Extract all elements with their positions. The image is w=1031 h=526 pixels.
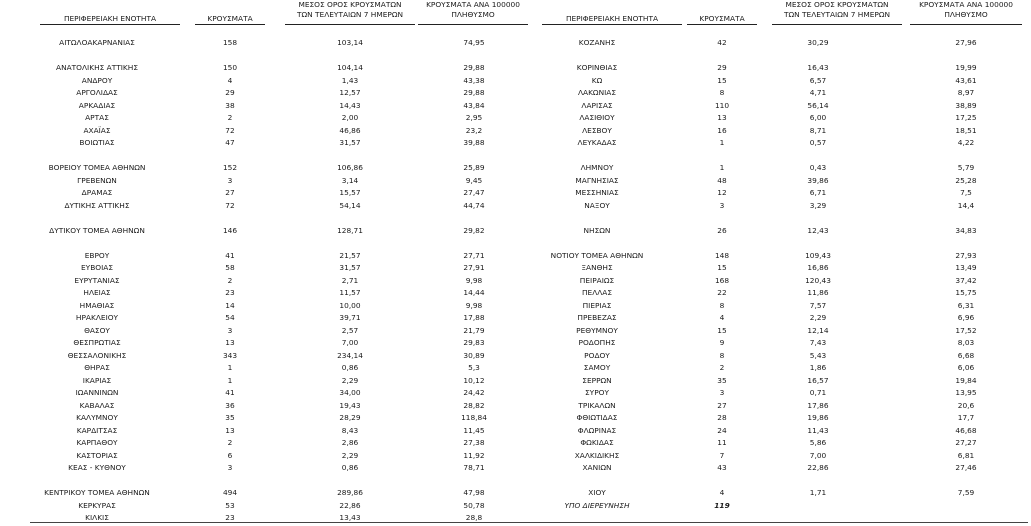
- right-row-avg: 5,86: [809, 438, 827, 447]
- right-row-region: ΚΩ: [591, 75, 603, 85]
- right-row-cases: 43: [717, 463, 727, 472]
- right-row-per100k: 14,4: [957, 200, 975, 210]
- left-row-region: ΒΟΡΕΙΟΥ ΤΟΜΕΑ ΑΘΗΝΩΝ: [48, 163, 146, 172]
- right-row-per100k: 7,59: [957, 488, 975, 497]
- right-row-per100k: 27,96: [955, 38, 977, 47]
- right-row-cases: 8: [719, 350, 725, 360]
- left-row-avg: 39,71: [339, 313, 361, 322]
- left-row-per100k: 78,71: [463, 463, 485, 472]
- left-row-avg: 14,43: [339, 100, 361, 110]
- left-row-per100k: 29,88: [463, 88, 485, 97]
- header-rule: [687, 24, 757, 25]
- left-row-avg: 22,86: [339, 500, 361, 510]
- left-row-per100k: 50,78: [463, 500, 485, 510]
- left-row-avg: 21,57: [339, 250, 361, 260]
- header-rule: [285, 24, 415, 25]
- left-row-region: ΚΑΣΤΟΡΙΑΣ: [76, 450, 118, 460]
- right-row-avg: 7,43: [809, 338, 827, 347]
- left-row-cases: 4: [227, 75, 233, 85]
- left-row-cases: 29: [225, 88, 235, 97]
- left-row-cases: 3: [227, 325, 233, 335]
- left-row-cases: 41: [225, 250, 235, 260]
- left-row-cases: 27: [225, 188, 235, 197]
- right-row-per100k: 25,28: [955, 175, 977, 185]
- right-row-avg: 0,43: [809, 163, 827, 172]
- right-row-cases: 3: [719, 388, 725, 397]
- right-row-per100k: 19,84: [955, 375, 977, 385]
- left-row-per100k: 39,88: [463, 138, 485, 147]
- left-row-cases: 158: [222, 38, 238, 47]
- right-row-avg: 0,57: [809, 138, 827, 147]
- left-row-cases: 13: [225, 338, 235, 347]
- right-row-region: ΠΕΙΡΑΙΩΣ: [579, 275, 615, 285]
- right-row-region: ΡΟΔΟΠΗΣ: [578, 338, 616, 347]
- left-row-region: ΑΧΑΪΑΣ: [83, 125, 111, 135]
- right-row-avg: 120,43: [805, 275, 831, 285]
- left-row-region: ΑΝΔΡΟΥ: [81, 75, 113, 85]
- right-row-per100k: 7,5: [960, 188, 972, 197]
- right-row-avg: 6,57: [809, 75, 827, 85]
- right-row-region: ΦΛΩΡΙΝΑΣ: [577, 425, 617, 435]
- right-row-per100k: 13,49: [955, 263, 977, 272]
- right-row-region: ΡΟΔΟΥ: [584, 350, 610, 360]
- right-row-cases: 28: [717, 413, 727, 422]
- left-row-region: ΔΡΑΜΑΣ: [81, 188, 113, 197]
- right-row-region: ΝΑΞΟΥ: [584, 200, 610, 210]
- left-row-region: ΚΑΒΑΛΑΣ: [79, 400, 115, 410]
- left-row-avg: 0,86: [341, 363, 359, 372]
- right-row-per100k: 4,22: [957, 138, 975, 147]
- right-header-per100k: [910, 0, 1022, 20]
- left-row-avg: 0,86: [341, 463, 359, 472]
- left-row-avg: 2,00: [341, 113, 359, 122]
- right-row-cases: 24: [717, 425, 727, 435]
- left-row-region: ΑΡΚΑΔΙΑΣ: [78, 100, 116, 110]
- right-row-per100k: 27,93: [955, 250, 977, 260]
- right-row-cases: 168: [714, 275, 730, 285]
- left-row-region: ΑΝΑΤΟΛΙΚΗΣ ΑΤΤΙΚΗΣ: [56, 63, 138, 72]
- header-rule: [910, 24, 1022, 25]
- left-row-per100k: 17,88: [463, 313, 485, 322]
- right-row-region: ΦΩΚΙΔΑΣ: [580, 438, 614, 447]
- right-row-avg: 0,71: [809, 388, 827, 397]
- right-row-cases: 8: [719, 88, 725, 97]
- right-row-cases: 48: [717, 175, 727, 185]
- left-row-per100k: 27,38: [463, 438, 485, 447]
- left-row-per100k: 14,44: [463, 288, 485, 297]
- right-row-cases: 12: [717, 188, 727, 197]
- right-row-avg: 6,00: [809, 113, 827, 122]
- left-row-per100k: 27,71: [463, 250, 485, 260]
- left-row-avg: 15,57: [339, 188, 361, 197]
- right-row-region: ΣΕΡΡΩΝ: [582, 375, 612, 385]
- left-row-region: ΘΑΣΟΥ: [84, 325, 110, 335]
- left-row-region: ΙΩΑΝΝΙΝΩΝ: [75, 388, 119, 397]
- left-row-avg: 19,43: [339, 400, 361, 410]
- right-row-per100k: 17,52: [955, 325, 977, 335]
- left-row-cases: 38: [225, 100, 235, 110]
- right-row-region: ΛΕΥΚΑΔΑΣ: [577, 138, 617, 147]
- right-row-region: ΛΑΚΩΝΙΑΣ: [577, 88, 617, 97]
- left-row-cases: 152: [222, 163, 238, 172]
- left-header-avg-line2: ΤΩΝ ΤΕΛΕΥΤΑΙΩΝ 7 ΗΜΕΡΩΝ: [296, 10, 404, 19]
- right-row-avg: 11,43: [807, 425, 829, 435]
- left-row-region: ΚΑΡΔΙΤΣΑΣ: [76, 425, 118, 435]
- left-row-avg: 103,14: [337, 38, 363, 47]
- right-row-avg: 8,71: [809, 125, 827, 135]
- header-rule: [418, 24, 528, 25]
- left-row-per100k: 30,89: [463, 350, 485, 360]
- left-row-per100k: 29,88: [463, 63, 485, 72]
- left-header-cases: ΚΡΟΥΣΜΑΤΑ: [207, 14, 253, 23]
- left-row-per100k: 28,8: [465, 513, 483, 522]
- left-row-cases: 3: [227, 463, 233, 472]
- left-row-region: ΘΗΡΑΣ: [84, 363, 110, 372]
- right-row-per100k: 17,7: [957, 413, 975, 422]
- left-row-cases: 3: [227, 175, 233, 185]
- left-row-cases: 36: [225, 400, 235, 410]
- left-row-per100k: 2,95: [465, 113, 483, 122]
- right-row-avg: 11,86: [807, 288, 829, 297]
- right-row-avg: 17,86: [807, 400, 829, 410]
- left-row-per100k: 23,2: [465, 125, 483, 135]
- left-row-per100k: 11,92: [463, 450, 485, 460]
- right-row-region: ΜΑΓΝΗΣΙΑΣ: [575, 175, 619, 185]
- right-row-region: ΧΑΝΙΩΝ: [582, 463, 612, 472]
- left-row-region: ΙΚΑΡΙΑΣ: [82, 375, 112, 385]
- left-row-cases: 53: [225, 500, 235, 510]
- right-row-region: ΝΟΤΙΟΥ ΤΟΜΕΑ ΑΘΗΝΩΝ: [550, 250, 644, 260]
- right-row-per100k: 6,81: [957, 450, 975, 460]
- left-row-avg: 8,43: [341, 425, 359, 435]
- left-row-avg: 31,57: [339, 138, 361, 147]
- right-row-region: ΥΠΟ ΔΙΕΡΕΥΝΗΣΗ: [564, 500, 630, 510]
- right-row-region: ΝΗΣΩΝ: [583, 225, 611, 235]
- left-row-region: ΔΥΤΙΚΗΣ ΑΤΤΙΚΗΣ: [64, 200, 130, 210]
- left-row-cases: 2: [227, 275, 233, 285]
- left-row-avg: 289,86: [337, 488, 363, 497]
- right-row-avg: 56,14: [807, 100, 829, 110]
- right-row-region: ΞΑΝΘΗΣ: [581, 263, 613, 272]
- left-row-per100k: 24,42: [463, 388, 485, 397]
- left-row-per100k: 11,45: [463, 425, 485, 435]
- header-rule: [542, 24, 682, 25]
- right-row-cases: 29: [717, 63, 727, 72]
- left-row-region: ΚΙΛΚΙΣ: [85, 513, 109, 522]
- right-row-avg: 4,71: [809, 88, 827, 97]
- left-row-avg: 234,14: [337, 350, 363, 360]
- left-row-avg: 7,00: [341, 338, 359, 347]
- left-row-region: ΕΥΡΥΤΑΝΙΑΣ: [74, 275, 120, 285]
- right-header-region: ΠΕΡΙΦΕΡΕΙΑΚΗ ΕΝΟΤΗΤΑ: [565, 14, 659, 23]
- right-row-cases: 27: [717, 400, 727, 410]
- right-header-cases: ΚΡΟΥΣΜΑΤΑ: [699, 14, 745, 23]
- right-row-region: ΛΗΜΝΟΥ: [580, 163, 614, 172]
- right-row-cases: 11: [717, 438, 727, 447]
- left-row-cases: 54: [225, 313, 235, 322]
- right-row-region: ΛΑΡΙΣΑΣ: [581, 100, 613, 110]
- right-row-avg: 19,86: [807, 413, 829, 422]
- left-row-cases: 23: [225, 288, 235, 297]
- left-row-avg: 46,86: [339, 125, 361, 135]
- left-row-cases: 1: [227, 375, 233, 385]
- right-row-per100k: 17,25: [955, 113, 977, 122]
- left-row-per100k: 5,3: [468, 363, 480, 372]
- right-row-region: ΠΕΛΛΑΣ: [581, 288, 613, 297]
- left-row-per100k: 9,45: [465, 175, 483, 185]
- left-row-avg: 31,57: [339, 263, 361, 272]
- right-row-region: ΦΘΙΩΤΙΔΑΣ: [576, 413, 618, 422]
- left-header-per100k-line2: ΠΛΗΘΥΣΜΟ: [451, 10, 495, 19]
- right-row-cases: 13: [717, 113, 727, 122]
- bottom-rule: [30, 522, 1028, 523]
- left-row-cases: 13: [225, 425, 235, 435]
- left-row-avg: 10,00: [339, 300, 361, 310]
- right-header-avg: [772, 0, 902, 20]
- right-row-region: ΠΙΕΡΙΑΣ: [582, 300, 612, 310]
- left-row-region: ΗΡΑΚΛΕΙΟΥ: [75, 313, 119, 322]
- left-row-per100k: 28,82: [463, 400, 485, 410]
- left-header-per100k-line1: ΚΡΟΥΣΜΑΤΑ ΑΝΑ 100000: [426, 0, 520, 9]
- right-row-cases: 3: [719, 200, 725, 210]
- left-row-avg: 2,57: [341, 325, 359, 335]
- right-row-cases: 42: [717, 38, 727, 47]
- left-row-region: ΘΕΣΣΑΛΟΝΙΚΗΣ: [67, 350, 127, 360]
- left-row-per100k: 74,95: [463, 38, 485, 47]
- left-row-cases: 14: [225, 300, 235, 310]
- left-row-cases: 494: [222, 488, 238, 497]
- right-row-avg: 39,86: [807, 175, 829, 185]
- left-row-avg: 2,29: [341, 450, 359, 460]
- right-row-per100k: 8,03: [957, 338, 975, 347]
- right-row-avg: 16,86: [807, 263, 829, 272]
- right-row-cases: 110: [714, 100, 730, 110]
- left-row-avg: 104,14: [337, 63, 363, 72]
- left-row-region: ΑΡΤΑΣ: [85, 113, 109, 122]
- right-row-avg: 16,43: [807, 63, 829, 72]
- left-row-avg: 12,57: [339, 88, 361, 97]
- right-row-avg: 1,71: [809, 488, 827, 497]
- right-row-cases: 8: [719, 300, 725, 310]
- left-row-region: ΓΡΕΒΕΝΩΝ: [77, 175, 117, 185]
- right-row-region: ΛΑΣΙΘΙΟΥ: [579, 113, 615, 122]
- right-row-region: ΧΑΛΚΙΔΙΚΗΣ: [574, 450, 620, 460]
- right-row-avg: 3,29: [809, 200, 827, 210]
- left-row-avg: 106,86: [337, 163, 363, 172]
- left-row-cases: 2: [227, 438, 233, 447]
- left-row-avg: 2,86: [341, 438, 359, 447]
- header-rule: [40, 24, 180, 25]
- left-row-cases: 343: [222, 350, 238, 360]
- right-row-per100k: 8,97: [957, 88, 975, 97]
- header-rule: [195, 24, 265, 25]
- right-row-per100k: 13,95: [955, 388, 977, 397]
- left-header-region: ΠΕΡΙΦΕΡΕΙΑΚΗ ΕΝΟΤΗΤΑ: [63, 14, 157, 23]
- left-row-per100k: 29,83: [463, 338, 485, 347]
- right-row-per100k: 37,42: [955, 275, 977, 285]
- right-row-region: ΣΑΜΟΥ: [583, 363, 611, 372]
- left-row-region: ΗΜΑΘΙΑΣ: [79, 300, 115, 310]
- left-row-cases: 47: [225, 138, 235, 147]
- left-row-cases: 35: [225, 413, 235, 422]
- right-row-per100k: 19,99: [955, 63, 977, 72]
- header-rule: [772, 24, 902, 25]
- right-row-per100k: 15,75: [955, 288, 977, 297]
- right-row-cases: 4: [719, 313, 725, 322]
- right-row-region: ΣΥΡΟΥ: [585, 388, 609, 397]
- right-row-avg: 5,43: [809, 350, 827, 360]
- left-row-cases: 146: [222, 225, 238, 235]
- left-row-region: ΒΟΙΩΤΙΑΣ: [79, 138, 115, 147]
- right-row-cases: 16: [717, 125, 727, 135]
- left-row-per100k: 29,82: [463, 225, 485, 235]
- right-row-per100k: 20,6: [957, 400, 975, 410]
- left-row-cases: 41: [225, 388, 235, 397]
- right-row-cases: 26: [717, 225, 727, 235]
- right-row-per100k: 34,83: [955, 225, 977, 235]
- left-row-per100k: 10,12: [463, 375, 485, 385]
- left-row-cases: 58: [225, 263, 235, 272]
- right-row-avg: 2,29: [809, 313, 827, 322]
- left-row-per100k: 27,47: [463, 188, 485, 197]
- left-row-per100k: 27,91: [463, 263, 485, 272]
- left-header-avg: [285, 0, 415, 20]
- right-row-region: ΠΡΕΒΕΖΑΣ: [577, 313, 617, 322]
- left-row-region: ΚΕΝΤΡΙΚΟΥ ΤΟΜΕΑ ΑΘΗΝΩΝ: [44, 488, 150, 497]
- left-header-avg-line1: ΜΕΣΟΣ ΟΡΟΣ ΚΡΟΥΣΜΑΤΩΝ: [298, 0, 402, 9]
- left-row-region: ΑΡΓΟΛΙΔΑΣ: [76, 88, 118, 97]
- left-row-per100k: 9,98: [465, 300, 483, 310]
- left-row-region: ΕΒΡΟΥ: [84, 250, 110, 260]
- right-row-per100k: 6,31: [957, 300, 975, 310]
- left-row-avg: 13,43: [339, 513, 361, 522]
- right-row-avg: 12,43: [807, 225, 829, 235]
- right-row-cases: 15: [717, 75, 727, 85]
- right-row-cases: 15: [717, 263, 727, 272]
- left-row-avg: 2,71: [341, 275, 359, 285]
- right-row-cases: 15: [717, 325, 727, 335]
- left-row-cases: 72: [225, 200, 235, 210]
- left-row-region: ΕΥΒΟΙΑΣ: [81, 263, 113, 272]
- right-header-per100k-line1: ΚΡΟΥΣΜΑΤΑ ΑΝΑ 100000: [919, 0, 1013, 9]
- left-row-region: ΚΕΡΚΥΡΑΣ: [78, 500, 116, 510]
- left-row-cases: 2: [227, 113, 233, 122]
- right-row-region: ΧΙΟΥ: [588, 488, 606, 497]
- left-row-avg: 54,14: [339, 200, 361, 210]
- right-row-per100k: 18,51: [955, 125, 977, 135]
- right-row-cases: 7: [719, 450, 725, 460]
- left-row-avg: 128,71: [337, 225, 363, 235]
- left-row-per100k: 47,98: [463, 488, 485, 497]
- left-row-per100k: 43,38: [463, 75, 485, 85]
- left-row-cases: 6: [227, 450, 233, 460]
- left-row-region: ΔΥΤΙΚΟΥ ΤΟΜΕΑ ΑΘΗΝΩΝ: [49, 225, 145, 235]
- left-row-region: ΘΕΣΠΡΩΤΙΑΣ: [73, 338, 121, 347]
- right-row-region: ΡΕΘΥΜΝΟΥ: [576, 325, 618, 335]
- left-row-avg: 11,57: [339, 288, 361, 297]
- right-row-per100k: 27,46: [955, 463, 977, 472]
- left-row-per100k: 44,74: [463, 200, 485, 210]
- right-row-cases: 4: [719, 488, 725, 497]
- right-row-per100k: 5,79: [957, 163, 975, 172]
- right-row-avg: 7,57: [809, 300, 827, 310]
- right-row-avg: 16,57: [807, 375, 829, 385]
- right-row-per100k: 43,61: [955, 75, 977, 85]
- left-row-avg: 34,00: [339, 388, 361, 397]
- right-row-per100k: 27,27: [955, 438, 977, 447]
- left-row-per100k: 21,79: [463, 325, 485, 335]
- left-row-per100k: 25,89: [463, 163, 485, 172]
- left-row-region: ΚΑΡΠΑΘΟΥ: [76, 438, 118, 447]
- left-row-avg: 28,29: [339, 413, 361, 422]
- right-row-region: ΚΟΖΑΝΗΣ: [578, 38, 616, 47]
- left-row-per100k: 43,84: [463, 100, 485, 110]
- right-row-avg: 6,71: [809, 188, 827, 197]
- left-row-cases: 72: [225, 125, 235, 135]
- left-row-per100k: 9,98: [465, 275, 483, 285]
- left-row-cases: 23: [225, 513, 235, 522]
- left-row-region: ΚΑΛΥΜΝΟΥ: [76, 413, 118, 422]
- left-row-per100k: 118,84: [461, 413, 487, 422]
- right-row-region: ΜΕΣΣΗΝΙΑΣ: [575, 188, 619, 197]
- right-row-per100k: 6,96: [957, 313, 975, 322]
- left-row-avg: 2,29: [341, 375, 359, 385]
- left-header-per100k: [418, 0, 528, 20]
- right-row-cases: 1: [719, 163, 725, 172]
- left-row-avg: 3,14: [341, 175, 359, 185]
- right-row-cases: 2: [719, 363, 725, 372]
- right-row-avg: 22,86: [807, 463, 829, 472]
- right-row-region: ΤΡΙΚΑΛΩΝ: [578, 400, 616, 410]
- left-row-avg: 1,43: [341, 75, 359, 85]
- right-header-avg-line2: ΤΩΝ ΤΕΛΕΥΤΑΙΩΝ 7 ΗΜΕΡΩΝ: [783, 10, 891, 19]
- left-row-region: ΚΕΑΣ - ΚΥΘΝΟΥ: [68, 463, 126, 472]
- right-row-cases: 9: [719, 338, 725, 347]
- right-row-cases: 119: [714, 500, 730, 510]
- right-row-cases: 35: [717, 375, 727, 385]
- right-row-avg: 30,29: [807, 38, 829, 47]
- right-header-per100k-line2: ΠΛΗΘΥΣΜΟ: [944, 10, 988, 19]
- left-row-cases: 150: [222, 63, 238, 72]
- left-row-region: ΗΛΕΙΑΣ: [83, 288, 111, 297]
- right-row-avg: 109,43: [805, 250, 831, 260]
- right-row-avg: 12,14: [807, 325, 829, 335]
- right-row-avg: 1,86: [809, 363, 827, 372]
- right-row-cases: 22: [717, 288, 727, 297]
- right-row-avg: 7,00: [809, 450, 827, 460]
- right-row-per100k: 38,89: [955, 100, 977, 110]
- right-row-cases: 1: [719, 138, 725, 147]
- right-row-per100k: 6,68: [957, 350, 975, 360]
- right-row-per100k: 6,06: [957, 363, 975, 372]
- right-row-region: ΚΟΡΙΝΘΙΑΣ: [576, 63, 618, 72]
- left-row-region: ΑΙΤΩΛΟΑΚΑΡΝΑΝΙΑΣ: [59, 38, 135, 47]
- right-header-avg-line1: ΜΕΣΟΣ ΟΡΟΣ ΚΡΟΥΣΜΑΤΩΝ: [785, 0, 889, 9]
- right-row-per100k: 46,68: [955, 425, 977, 435]
- left-row-cases: 1: [227, 363, 233, 372]
- right-row-region: ΛΕΣΒΟΥ: [582, 125, 612, 135]
- right-row-cases: 148: [714, 250, 730, 260]
